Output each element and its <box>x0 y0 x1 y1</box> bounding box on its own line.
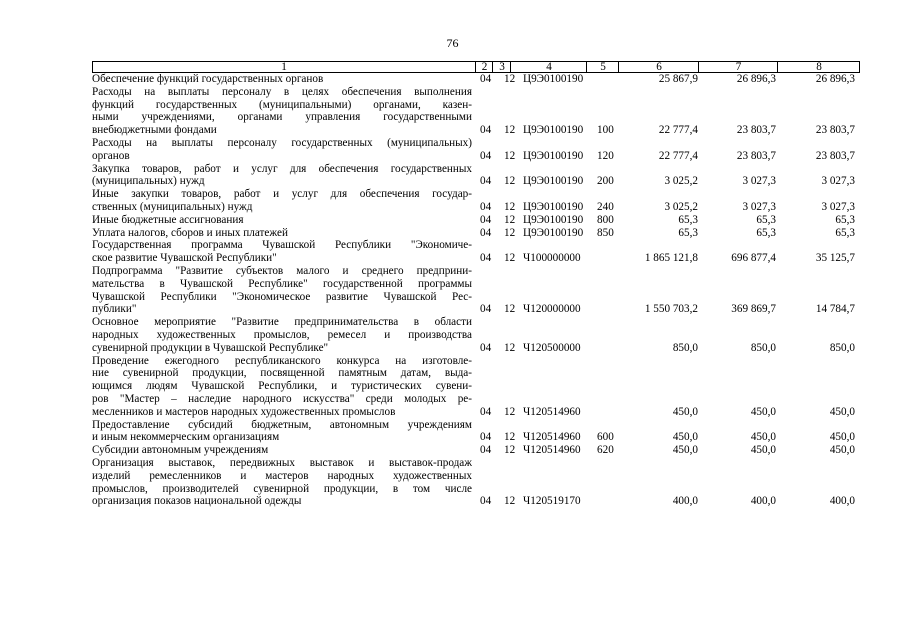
amount-year-2: 65,3 <box>756 226 776 239</box>
amount-year-3: 450,0 <box>829 405 855 418</box>
expense-type-code: 800 <box>597 213 614 226</box>
target-article-code: Ч100000000 <box>523 252 581 265</box>
description-line: ющимся людям Чувашской Республики, и туристических сувени- <box>92 380 472 393</box>
section-code: 04 <box>480 495 492 508</box>
row-description <box>92 86 472 137</box>
target-article-code: Ч120519170 <box>523 495 581 508</box>
amount-year-1: 850,0 <box>672 341 698 354</box>
table-row <box>92 86 860 137</box>
amount-year-1: 450,0 <box>672 431 698 444</box>
description-line: Иные бюджетные ассигнования <box>92 213 244 226</box>
amount-year-2: 26 896,3 <box>736 73 776 85</box>
description-line: Уплата налогов, сборов и иных платежей <box>92 226 288 239</box>
table-row <box>92 419 860 445</box>
row-description <box>92 163 472 189</box>
header-col-8: 8 <box>777 62 860 73</box>
subsection-code: 12 <box>504 303 516 316</box>
table-header <box>92 61 860 73</box>
section-code: 04 <box>480 431 492 444</box>
description-line: промыслов, производителей сувенирной продукции, в том числе <box>92 482 472 495</box>
row-description <box>92 214 472 227</box>
row-description <box>92 316 472 354</box>
amount-year-2: 850,0 <box>750 341 776 354</box>
description-line: народных художественных промыслов, ремесел и производства <box>92 328 472 341</box>
amount-year-1: 22 777,4 <box>658 124 698 137</box>
subsection-code: 12 <box>504 341 516 354</box>
description-line: ными учреждениями, органами управления государственными <box>92 111 472 124</box>
budget-table <box>92 61 860 508</box>
expense-type-code: 850 <box>597 226 614 239</box>
amount-year-3: 3 027,3 <box>821 175 855 188</box>
table-row <box>92 355 860 419</box>
section-code: 04 <box>480 341 492 354</box>
description-line: и иным некоммерческим организациям <box>92 431 280 444</box>
subsection-code: 12 <box>504 495 516 508</box>
expense-type-code: 600 <box>597 431 614 444</box>
header-col-6: 6 <box>618 62 699 73</box>
subsection-code: 12 <box>504 200 516 213</box>
expense-type-code: 620 <box>597 444 614 457</box>
description-line: сувенирной продукции в Чувашской Республике" <box>92 341 329 354</box>
amount-year-3: 450,0 <box>829 444 855 457</box>
amount-year-1: 65,3 <box>678 213 698 226</box>
table-row <box>92 73 860 86</box>
table-row <box>92 239 860 265</box>
header-col-4: 4 <box>510 62 587 73</box>
table-row <box>92 316 860 354</box>
section-code: 04 <box>480 175 492 188</box>
amount-year-3: 400,0 <box>829 495 855 508</box>
amount-year-3: 65,3 <box>835 213 855 226</box>
amount-year-2: 23 803,7 <box>736 149 776 162</box>
section-code: 04 <box>480 149 492 162</box>
subsection-code: 12 <box>504 226 516 239</box>
description-line: Закупка товаров, работ и услуг для обеспечения государственных <box>92 162 472 175</box>
table-body <box>92 73 860 508</box>
amount-year-2: 400,0 <box>750 495 776 508</box>
section-code: 04 <box>480 303 492 316</box>
subsection-code: 12 <box>504 73 516 85</box>
target-article-code: Ч120514960 <box>523 444 581 457</box>
row-description <box>92 355 472 419</box>
amount-year-1: 22 777,4 <box>658 149 698 162</box>
amount-year-2: 696 877,4 <box>731 252 776 265</box>
page-number: 76 <box>446 36 459 50</box>
amount-year-3: 450,0 <box>829 431 855 444</box>
row-description <box>92 188 472 214</box>
row-description <box>92 265 472 316</box>
row-description <box>92 239 472 265</box>
amount-year-2: 369 869,7 <box>731 303 776 316</box>
amount-year-2: 450,0 <box>750 405 776 418</box>
description-line: Иные закупки товаров, работ и услуг для обеспечения государ- <box>92 188 472 201</box>
subsection-code: 12 <box>504 444 516 457</box>
description-line: изделий ремесленников и мастеров народных художественных <box>92 469 472 482</box>
description-line: Предоставление субсидий бюджетным, автономным учреждениям <box>92 418 472 431</box>
description-line: Субсидии автономным учреждениям <box>92 444 269 457</box>
expense-type-code: 120 <box>597 149 614 162</box>
description-line: (муниципальных) нужд <box>92 175 205 188</box>
description-line: Основное мероприятие "Развитие предпринимательства в области <box>92 316 472 329</box>
subsection-code: 12 <box>504 405 516 418</box>
header-col-5: 5 <box>586 62 619 73</box>
amount-year-2: 450,0 <box>750 444 776 457</box>
amount-year-3: 23 803,7 <box>815 124 855 137</box>
row-description <box>92 227 472 240</box>
target-article-code: Ц9Э0100190 <box>523 200 584 213</box>
amount-year-1: 3 025,2 <box>664 175 698 188</box>
description-line: функций государственных (муниципальными) органами, казен- <box>92 98 472 111</box>
table-row <box>92 163 860 189</box>
section-code: 04 <box>480 226 492 239</box>
section-code: 04 <box>480 213 492 226</box>
section-code: 04 <box>480 444 492 457</box>
subsection-code: 12 <box>504 124 516 137</box>
expense-type-code: 100 <box>597 124 614 137</box>
table-row <box>92 137 860 163</box>
amount-year-1: 65,3 <box>678 226 698 239</box>
subsection-code: 12 <box>504 213 516 226</box>
amount-year-3: 26 896,3 <box>815 73 855 85</box>
row-description <box>92 457 472 508</box>
description-line: Обеспечение функций государственных органов <box>92 73 324 85</box>
target-article-code: Ч120514960 <box>523 431 581 444</box>
amount-year-1: 450,0 <box>672 444 698 457</box>
table-row <box>92 457 860 508</box>
amount-year-1: 25 867,9 <box>658 73 698 85</box>
target-article-code: Ц9Э0100190 <box>523 213 584 226</box>
table-row <box>92 188 860 214</box>
target-article-code: Ц9Э0100190 <box>523 149 584 162</box>
header-col-1: 1 <box>281 61 287 73</box>
header-col-2: 2 <box>475 62 493 73</box>
amount-year-3: 23 803,7 <box>815 149 855 162</box>
amount-year-2: 65,3 <box>756 213 776 226</box>
table-row <box>92 214 860 227</box>
subsection-code: 12 <box>504 431 516 444</box>
description-line: ственных (муниципальных) нужд <box>92 200 253 213</box>
target-article-code: Ц9Э0100190 <box>523 226 584 239</box>
expense-type-code: 200 <box>597 175 614 188</box>
amount-year-2: 450,0 <box>750 431 776 444</box>
target-article-code: Ч120514960 <box>523 405 581 418</box>
description-line: мательства в Чувашской Республике" государственной программы <box>92 277 472 290</box>
row-description <box>92 73 472 86</box>
section-code: 04 <box>480 252 492 265</box>
description-line: организация показов национальной одежды <box>92 495 302 508</box>
description-line: органов <box>92 149 130 162</box>
amount-year-1: 3 025,2 <box>664 200 698 213</box>
amount-year-3: 14 784,7 <box>815 303 855 316</box>
header-col-3: 3 <box>492 62 511 73</box>
description-line: Проведение ежегодного республиканского конкурса на изготовле- <box>92 354 472 367</box>
row-description <box>92 419 472 445</box>
table-row <box>92 444 860 457</box>
target-article-code: Ц9Э0100190 <box>523 73 584 85</box>
description-line: Подпрограмма "Развитие субъектов малого и среднего предприни- <box>92 264 472 277</box>
description-line: Чувашской Республики "Экономическое развитие Чувашской Рес- <box>92 290 472 303</box>
amount-year-1: 450,0 <box>672 405 698 418</box>
subsection-code: 12 <box>504 149 516 162</box>
amount-year-1: 1 865 121,8 <box>644 252 698 265</box>
amount-year-1: 400,0 <box>672 495 698 508</box>
target-article-code: Ч120500000 <box>523 341 581 354</box>
description-line: Расходы на выплаты персоналу в целях обеспечения выполнения <box>92 85 472 98</box>
description-line: ров "Мастер – наследие народного искусства" среди молодых ре- <box>92 392 472 405</box>
row-description <box>92 137 472 163</box>
table-row <box>92 227 860 240</box>
amount-year-2: 23 803,7 <box>736 124 776 137</box>
description-line: Расходы на выплаты персоналу государственных (муниципальных) <box>92 136 472 149</box>
subsection-code: 12 <box>504 252 516 265</box>
subsection-code: 12 <box>504 175 516 188</box>
section-code: 04 <box>480 124 492 137</box>
section-code: 04 <box>480 200 492 213</box>
description-line: ское развитие Чувашской Республики" <box>92 252 277 265</box>
amount-year-1: 1 550 703,2 <box>644 303 698 316</box>
amount-year-2: 3 027,3 <box>742 200 776 213</box>
target-article-code: Ц9Э0100190 <box>523 175 584 188</box>
amount-year-3: 35 125,7 <box>815 252 855 265</box>
amount-year-3: 850,0 <box>829 341 855 354</box>
table-row <box>92 265 860 316</box>
section-code: 04 <box>480 73 492 85</box>
description-line: ние сувенирной продукции, посвященной памятным датам, выда- <box>92 367 472 380</box>
description-line: месленников и мастеров народных художественных промыслов <box>92 405 396 418</box>
description-line: публики" <box>92 303 137 316</box>
section-code: 04 <box>480 405 492 418</box>
target-article-code: Ц9Э0100190 <box>523 124 584 137</box>
target-article-code: Ч120000000 <box>523 303 581 316</box>
header-col-7: 7 <box>698 62 778 73</box>
amount-year-3: 65,3 <box>835 226 855 239</box>
description-line: Государственная программа Чувашской Республики "Экономиче- <box>92 239 472 252</box>
description-line: Организация выставок, передвижных выставок и выставок-продаж <box>92 456 472 469</box>
expense-type-code: 240 <box>597 200 614 213</box>
amount-year-2: 3 027,3 <box>742 175 776 188</box>
description-line: внебюджетными фондами <box>92 124 217 137</box>
row-description <box>92 444 472 457</box>
amount-year-3: 3 027,3 <box>821 200 855 213</box>
